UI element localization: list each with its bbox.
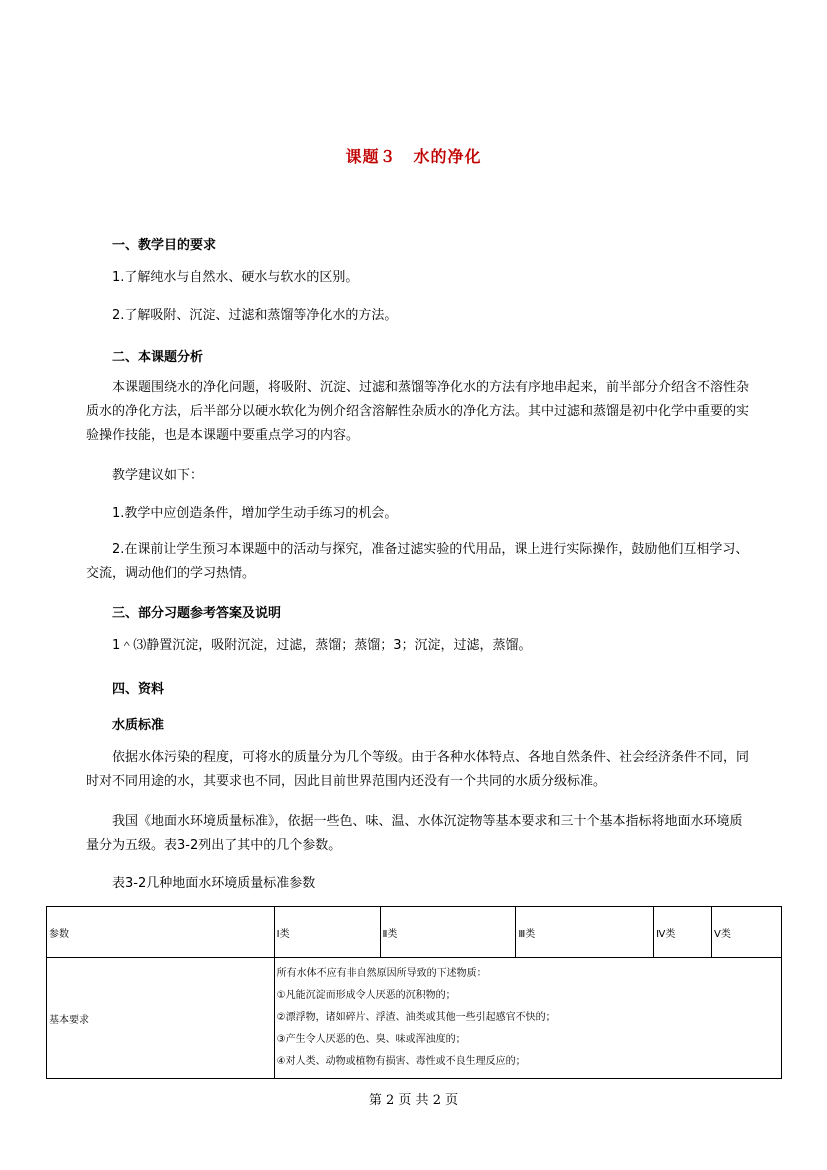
material-paragraph-2: 我国《地面水环境质量标准》，依据一些色、味、温、水体沉淀物等基本要求和三十个基本指标将地面水环境质量分为五级。表3-2列出了其中的几个参数。 xyxy=(86,814,743,853)
header-cell: Ⅳ类 xyxy=(654,907,712,958)
row-label: 基本要求 xyxy=(47,958,275,1079)
exercise-answer: 1＾⑶静置沉淀，吸附沉淀，过滤，蒸馏；蒸馏；3；沉淀，过滤，蒸馏。 xyxy=(112,638,532,653)
requirement-line: ③产生令人厌恶的色、臭、味或浑浊度的； xyxy=(276,1034,466,1045)
table-row xyxy=(47,958,782,1079)
section-heading-1: 一、教学目的要求 xyxy=(112,238,217,253)
requirement-line: ②漂浮物，诸如碎片、浮渣、油类或其他一些引起感官不快的； xyxy=(276,1012,556,1023)
requirement-line: ④对人类、动物或植物有损害、毒性或不良生理反应的； xyxy=(276,1056,526,1067)
header-cell: Ⅲ类 xyxy=(516,907,654,958)
suggestion-1: 1.教学中应创造条件，增加学生动手练习的机会。 xyxy=(112,506,398,521)
section-heading-4: 四、资料 xyxy=(112,682,165,697)
material-paragraph-1: 依据水体污染的程度，可将水的质量分为几个等级。由于各种水体特点、各地自然条件、社会经济条件不同，同时对不同用途的水，其要求也不同，因此目前世界范围内还没有一个共同的水质分级标准。 xyxy=(86,750,750,789)
table-header-row xyxy=(47,907,782,958)
suggestion-2: 2.在课前让学生预习本课题中的活动与探究，准备过滤实验的代用品，课上进行实际操作，鼓励他们互相学习、交流，调动他们的学习热情。 xyxy=(86,542,749,581)
header-cell: Ⅴ类 xyxy=(712,907,782,958)
requirement-line: ①凡能沉淀而形成令人厌恶的沉积物的； xyxy=(276,990,456,1001)
water-quality-table xyxy=(46,906,782,1079)
suggestion-intro: 教学建议如下： xyxy=(112,468,204,483)
section-heading-2: 二、本课题分析 xyxy=(112,350,204,365)
analysis-paragraph: 本课题围绕水的净化问题，将吸附、沉淀、过滤和蒸馏等净化水的方法有序地串起来，前半部分介绍含不溶性杂质水的净化方法，后半部分以硬水软化为例介绍含溶解性杂质水的净化方法。其中过滤和蒸馏是初中化学中重要的实验操作技能，也是本课题中要重点学习的内容。 xyxy=(86,380,750,443)
page-title: 课题３ 水的净化 xyxy=(345,147,482,166)
basic-requirements-cell xyxy=(274,958,781,1079)
header-cell: Ⅱ类 xyxy=(380,907,516,958)
objective-item-1: 1.了解纯水与自然水、硬水与软水的区别。 xyxy=(112,270,359,285)
section-heading-3: 三、部分习题参考答案及说明 xyxy=(112,606,282,621)
subsection-heading: 水质标准 xyxy=(112,718,165,733)
header-cell: 参数 xyxy=(47,907,275,958)
header-cell: Ⅰ类 xyxy=(274,907,380,958)
page-number: 第 2 页 共 2 页 xyxy=(368,1093,459,1108)
table-caption: 表3-2几种地面水环境质量标准参数 xyxy=(112,876,316,891)
requirement-line: 所有水体不应有非自然原因所导致的下述物质： xyxy=(276,968,487,979)
objective-item-2: 2.了解吸附、沉淀、过滤和蒸馏等净化水的方法。 xyxy=(112,308,398,323)
